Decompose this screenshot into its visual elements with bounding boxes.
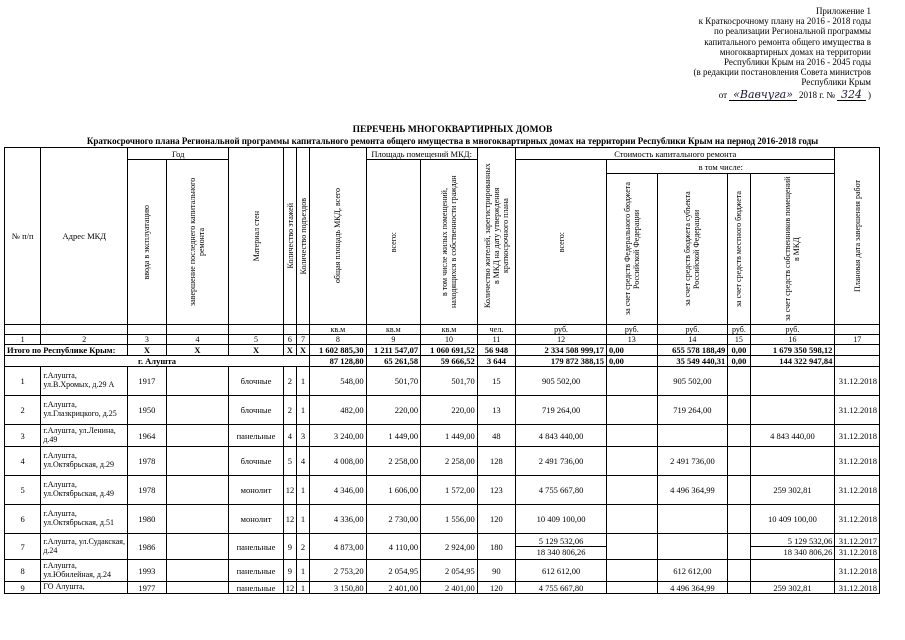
col-header-total-area (310, 148, 367, 325)
row-cost-subject: 4 496 364,99 (657, 582, 728, 594)
row-cost-federal (607, 560, 658, 582)
table-row (5, 367, 880, 396)
unit-cell: руб. (607, 325, 658, 335)
row-premises-residential: 1 556,00 (421, 505, 478, 534)
row-cost: 612 612,00 (516, 560, 607, 582)
row-cost-owners-line-2: 18 340 806,26 (751, 546, 835, 557)
appendix-line: Приложение 1 (815, 6, 871, 16)
row-cost-local (728, 367, 750, 396)
row-premises: 2 401,00 (366, 582, 421, 594)
unit-cell: руб. (657, 325, 728, 335)
col-header-cost-local (728, 174, 750, 325)
row-entrances: 1 (296, 582, 309, 594)
row-residents: 48 (477, 425, 515, 447)
document-title: ПЕРЕЧЕНЬ МНОГОКВАРТИРНЫХ ДОМОВ (352, 125, 553, 135)
col-header-cost-federal-text: за счет средств Федерального бюджета Российской Федерации (622, 182, 641, 316)
row-cost-owners (750, 447, 835, 476)
row-cost-local (728, 447, 750, 476)
row-year: 1978 (128, 476, 166, 505)
city-premises-residential: 59 666,52 (421, 356, 478, 367)
row-material: блочные (229, 447, 284, 476)
col-number: 14 (657, 335, 728, 345)
row-total-area: 482,00 (310, 396, 367, 425)
handwritten-date: «Вавчуга» (729, 90, 797, 101)
row-cost: 719 264,00 (516, 396, 607, 425)
row-address: ГО Алушта, (41, 582, 128, 594)
row-address: г.Алушта, ул.Судакская, д.24 (41, 534, 128, 560)
appendix-line: по реализации Региональной программы (714, 26, 871, 37)
row-address: г.Алушта, ул.Юбилейная, д.24 (41, 560, 128, 582)
units-row (5, 325, 880, 335)
unit-cell (128, 325, 166, 335)
row-cost-subject: 905 502,00 (657, 367, 728, 396)
row-num: 8 (5, 560, 41, 582)
col-header-cost-owners-text: за счет средств собственников помещений в МКД (783, 176, 802, 322)
unit-cell: кв.м (421, 325, 478, 335)
row-entrances: 1 (296, 367, 309, 396)
col-number: 2 (41, 335, 128, 345)
row-cost: 10 409 100,00 (516, 505, 607, 534)
row-premises: 501,70 (366, 367, 421, 396)
row-cost-owners-line-1: 5 129 532,06 (787, 536, 833, 546)
col-header-cost-owners (750, 174, 835, 325)
row-cost: 4 755 667,80 (516, 582, 607, 594)
table-row (5, 560, 880, 582)
row-cost-owners (750, 560, 835, 582)
city-cost-local: 0,00 (728, 356, 750, 367)
col-header-premises-residential (421, 160, 478, 325)
buildings-table (4, 147, 880, 594)
col-header-premises-total (366, 160, 421, 325)
table-row (5, 582, 880, 594)
unit-cell: чел. (477, 325, 515, 335)
row-floors: 9 (283, 534, 296, 560)
row-residents: 13 (477, 396, 515, 425)
row-date: 31.12.2018 (835, 476, 880, 505)
row-date: 31.12.2018 (835, 367, 880, 396)
col-header-cost-subject (657, 174, 728, 325)
row-floors: 4 (283, 425, 296, 447)
row-num: 7 (5, 534, 41, 560)
row-address: г.Алушта, ул.Глазкрицкого, д.25 (41, 396, 128, 425)
city-premises: 65 261,58 (366, 356, 421, 367)
col-number: 17 (835, 335, 880, 345)
row-material: панельные (229, 425, 284, 447)
table-row (5, 425, 880, 447)
city-completion (835, 356, 880, 367)
row-entrances: 3 (296, 425, 309, 447)
row-last-repair (166, 560, 229, 582)
row-material: панельные (229, 534, 284, 560)
city-cost: 179 872 388,15 (516, 356, 607, 367)
row-premises-residential: 2 924,00 (421, 534, 478, 560)
city-total-area: 87 128,80 (310, 356, 367, 367)
row-floors: 2 (283, 367, 296, 396)
row-cost-local (728, 560, 750, 582)
row-last-repair (166, 476, 229, 505)
row-entrances: 1 (296, 560, 309, 582)
row-residents: 128 (477, 447, 515, 476)
col-header-cost-federal (607, 174, 658, 325)
row-residents: 180 (477, 534, 515, 560)
col-header-year-last-repair-text: завершение последнего капитального ремонта (188, 177, 207, 307)
row-last-repair (166, 447, 229, 476)
unit-cell: руб. (750, 325, 835, 335)
row-last-repair (166, 534, 229, 560)
row-cost-owners (750, 367, 835, 396)
row-date-line-1: 31.12.2017 (838, 536, 877, 546)
appendix-line: (в редакции постановления Совета министров (693, 67, 871, 78)
row-premises-residential: 2 054,95 (421, 560, 478, 582)
unit-cell (296, 325, 309, 335)
unit-cell (5, 325, 41, 335)
row-num: 9 (5, 582, 41, 594)
row-cost-owners: 259 302,81 (750, 582, 835, 594)
unit-cell: кв.м (366, 325, 421, 335)
city-label: г. Алушта (5, 356, 310, 367)
col-header-floors-text: Количество этажей (285, 203, 295, 269)
row-year: 1978 (128, 447, 166, 476)
city-residents: 3 644 (477, 356, 515, 367)
unit-cell (41, 325, 128, 335)
row-cost-subject: 719 264,00 (657, 396, 728, 425)
document-subtitle: Краткосрочного плана Региональной программы капитального ремонта общего имущества в многоквартирных домах на территории Республики Крым на период 2016-2018 годы (86, 136, 819, 146)
col-number: 10 (421, 335, 478, 345)
city-cost-subject: 35 549 440,31 (657, 356, 728, 367)
row-premises: 2 730,00 (366, 505, 421, 534)
row-premises: 4 110,00 (366, 534, 421, 560)
appendix-line: Республики Крым (801, 77, 871, 88)
city-cost-federal: 0,00 (607, 356, 658, 367)
row-premises: 1 449,00 (366, 425, 421, 447)
appendix-block (571, 6, 871, 101)
col-number: 3 (128, 335, 166, 345)
row-material: монолит (229, 505, 284, 534)
row-cost-subject (657, 534, 728, 560)
col-header-total-area-text: общая площадь МКД, всего (333, 188, 343, 284)
row-cost-federal (607, 367, 658, 396)
col-header-cost-including: в том числе: (607, 160, 835, 174)
row-year: 1993 (128, 560, 166, 582)
row-residents: 120 (477, 582, 515, 594)
col-header-address: Адрес МКД (41, 148, 128, 325)
appendix-line: к Краткосрочному плану на 2016 - 2018 годы (698, 16, 871, 27)
row-cost: 2 491 736,00 (516, 447, 607, 476)
row-total-area: 4 336,00 (310, 505, 367, 534)
appendix-line: многоквартирных домах на территории (719, 46, 871, 57)
row-address: г.Алушта, ул.Октябрьская, д.51 (41, 505, 128, 534)
col-header-residents (477, 148, 515, 325)
sign-prefix: от (718, 89, 728, 100)
row-cost-federal (607, 534, 658, 560)
col-header-year-commission (128, 160, 166, 325)
row-cost-federal (607, 396, 658, 425)
col-number: 12 (516, 335, 607, 345)
row-total-area: 2 753,20 (310, 560, 367, 582)
row-premises-residential: 2 258,00 (421, 447, 478, 476)
row-year: 1950 (128, 396, 166, 425)
row-cost-local (728, 425, 750, 447)
row-date (835, 534, 880, 560)
table-row (5, 476, 880, 505)
row-address: г.Алушта, ул.В.Хромых, д.29 А (41, 367, 128, 396)
row-entrances: 2 (296, 534, 309, 560)
row-entrances: 1 (296, 396, 309, 425)
total-completion (835, 345, 880, 356)
row-cost-federal (607, 582, 658, 594)
row-floors: 12 (283, 582, 296, 594)
total-x: Х (296, 345, 309, 356)
row-year: 1986 (128, 534, 166, 560)
col-header-completion-text: Плановая дата завершения работ (852, 179, 862, 293)
total-cost-subject: 655 578 188,49 (657, 345, 728, 356)
row-residents: 15 (477, 367, 515, 396)
col-number: 5 (229, 335, 284, 345)
unit-cell (166, 325, 229, 335)
row-cost-subject: 2 491 736,00 (657, 447, 728, 476)
row-cost: 905 502,00 (516, 367, 607, 396)
unit-cell: руб. (728, 325, 750, 335)
row-material: блочные (229, 396, 284, 425)
row-total-area: 548,00 (310, 367, 367, 396)
row-total-area: 4 873,00 (310, 534, 367, 560)
row-date: 31.12.2018 (835, 447, 880, 476)
row-num: 1 (5, 367, 41, 396)
row-last-repair (166, 367, 229, 396)
total-label: Итого по Республике Крым: (5, 345, 128, 356)
row-last-repair (166, 582, 229, 594)
row-date-line-2: 31.12.2018 (835, 546, 879, 557)
total-republic-row (5, 345, 880, 356)
row-entrances: 1 (296, 505, 309, 534)
col-header-premises-group: Площадь помещений МКД: (366, 148, 477, 160)
row-num: 4 (5, 447, 41, 476)
header-row (5, 160, 880, 174)
resolution-date-line (571, 87, 871, 101)
row-residents: 90 (477, 560, 515, 582)
col-header-premises-total-text: всего: (388, 231, 398, 253)
col-header-entrances (296, 148, 309, 325)
total-x: Х (283, 345, 296, 356)
total-area: 1 602 885,30 (310, 345, 367, 356)
col-header-wall-material-text: Материал стен (251, 210, 261, 262)
row-cost-owners: 259 302,81 (750, 476, 835, 505)
total-residents: 56 948 (477, 345, 515, 356)
row-cost-owners (750, 396, 835, 425)
row-premises: 1 606,00 (366, 476, 421, 505)
row-date: 31.12.2018 (835, 505, 880, 534)
row-residents: 120 (477, 505, 515, 534)
table-row (5, 447, 880, 476)
row-cost-local (728, 396, 750, 425)
unit-cell: руб. (516, 325, 607, 335)
col-header-cost-local-text: за счет средств местного бюджета (734, 190, 744, 308)
row-cost-federal (607, 447, 658, 476)
row-num: 6 (5, 505, 41, 534)
col-number: 1 (5, 335, 41, 345)
col-number: 6 (283, 335, 296, 345)
row-entrances: 1 (296, 476, 309, 505)
row-premises: 2 258,00 (366, 447, 421, 476)
unit-cell (229, 325, 284, 335)
row-entrances: 4 (296, 447, 309, 476)
row-material: панельные (229, 582, 284, 594)
column-numbers-row (5, 335, 880, 345)
row-cost-owners: 4 843 440,00 (750, 425, 835, 447)
row-floors: 12 (283, 505, 296, 534)
row-cost: 4 843 440,00 (516, 425, 607, 447)
col-header-num: № п/п (5, 148, 41, 325)
table-row (5, 505, 880, 534)
unit-cell (835, 325, 880, 335)
total-cost-federal: 0,00 (607, 345, 658, 356)
sign-year: 2018 г. № (798, 89, 835, 100)
appendix-line: капитального ремонта общего имущества в (704, 36, 871, 47)
row-date: 31.12.2018 (835, 396, 880, 425)
col-header-year-group: Год (128, 148, 229, 160)
col-number: 16 (750, 335, 835, 345)
col-header-entrances-text: Количество подъездов (298, 197, 308, 275)
row-cost-subject: 4 496 364,99 (657, 476, 728, 505)
col-header-year-commission-text: ввода в эксплуатацию (142, 204, 152, 280)
total-premises: 1 211 547,07 (366, 345, 421, 356)
row-year: 1964 (128, 425, 166, 447)
row-total-area: 3 150,80 (310, 582, 367, 594)
row-date: 31.12.2018 (835, 582, 880, 594)
row-cost-local (728, 582, 750, 594)
row-premises: 2 054,95 (366, 560, 421, 582)
row-cost-subject (657, 505, 728, 534)
row-premises-residential: 1 572,00 (421, 476, 478, 505)
row-year: 1980 (128, 505, 166, 534)
row-address: г.Алушта, ул.Ленина, д.49 (41, 425, 128, 447)
unit-cell (283, 325, 296, 335)
col-number: 4 (166, 335, 229, 345)
total-x: Х (166, 345, 229, 356)
table-row (5, 534, 880, 560)
row-floors: 5 (283, 447, 296, 476)
col-header-premises-residential-text: в том числе жилых помещений, находящихся в собственности граждан (439, 175, 458, 309)
row-residents: 123 (477, 476, 515, 505)
city-cost-owners: 144 322 947,84 (750, 356, 835, 367)
row-premises: 220,00 (366, 396, 421, 425)
col-header-wall-material (229, 148, 284, 325)
total-cost-owners: 1 679 350 598,12 (750, 345, 835, 356)
row-total-area: 3 240,00 (310, 425, 367, 447)
row-last-repair (166, 505, 229, 534)
total-city-row (5, 356, 880, 367)
col-header-completion (835, 148, 880, 325)
col-header-floors (283, 148, 296, 325)
handwritten-number: 324 (837, 90, 866, 101)
col-header-cost-total-text: всего: (556, 231, 566, 253)
row-total-area: 4 008,00 (310, 447, 367, 476)
col-header-cost-total (516, 160, 607, 325)
col-number: 9 (366, 335, 421, 345)
row-address: г.Алушта, ул.Октябрьская, д.49 (41, 476, 128, 505)
row-premises-residential: 1 449,00 (421, 425, 478, 447)
row-cost-subject: 612 612,00 (657, 560, 728, 582)
sign-close: ) (868, 89, 871, 100)
row-cost-local (728, 476, 750, 505)
row-last-repair (166, 425, 229, 447)
col-header-year-last-repair (166, 160, 229, 325)
row-floors: 12 (283, 476, 296, 505)
col-number: 7 (296, 335, 309, 345)
col-header-residents-text: Количество жителей, зарегистрированных в МКД на дату утверждения краткосрочного плана (482, 163, 510, 309)
row-date: 31.12.2018 (835, 560, 880, 582)
row-premises-residential: 2 401,00 (421, 582, 478, 594)
unit-cell: кв.м (310, 325, 367, 335)
row-cost-subject (657, 425, 728, 447)
row-num: 3 (5, 425, 41, 447)
col-number: 15 (728, 335, 750, 345)
row-last-repair (166, 396, 229, 425)
row-cost-owners: 10 409 100,00 (750, 505, 835, 534)
header-row (5, 148, 880, 160)
row-cost: 4 755 667,80 (516, 476, 607, 505)
row-premises-residential: 501,70 (421, 367, 478, 396)
row-date: 31.12.2018 (835, 425, 880, 447)
row-cost-federal (607, 425, 658, 447)
row-cost (516, 534, 607, 560)
col-header-cost-group: Стоимость капитального ремонта (516, 148, 835, 160)
total-x: Х (128, 345, 166, 356)
table-row (5, 396, 880, 425)
row-premises-residential: 220,00 (421, 396, 478, 425)
row-num: 5 (5, 476, 41, 505)
row-cost-line-2: 18 340 806,26 (516, 546, 606, 557)
row-cost-federal (607, 476, 658, 505)
row-year: 1917 (128, 367, 166, 396)
appendix-line: Республики Крым на 2016 - 2045 годы (723, 57, 871, 68)
row-floors: 2 (283, 396, 296, 425)
total-cost: 2 334 508 999,17 (516, 345, 607, 356)
row-floors: 9 (283, 560, 296, 582)
col-number: 11 (477, 335, 515, 345)
row-cost-federal (607, 505, 658, 534)
col-number: 8 (310, 335, 367, 345)
row-cost-owners (750, 534, 835, 560)
row-material: блочные (229, 367, 284, 396)
total-premises-residential: 1 060 691,52 (421, 345, 478, 356)
col-number: 13 (607, 335, 658, 345)
row-address: г.Алушта, ул.Октябрьская, д.29 (41, 447, 128, 476)
row-material: монолит (229, 476, 284, 505)
row-total-area: 4 346,00 (310, 476, 367, 505)
col-header-cost-subject-text: за счет средств бюджета субъекта Российской Федерации (683, 191, 702, 307)
row-material: панельные (229, 560, 284, 582)
row-num: 2 (5, 396, 41, 425)
row-cost-line-1: 5 129 532,06 (538, 536, 584, 546)
row-cost-local (728, 505, 750, 534)
row-year: 1977 (128, 582, 166, 594)
row-cost-local (728, 534, 750, 560)
total-x: Х (229, 345, 284, 356)
total-cost-local: 0,00 (728, 345, 750, 356)
